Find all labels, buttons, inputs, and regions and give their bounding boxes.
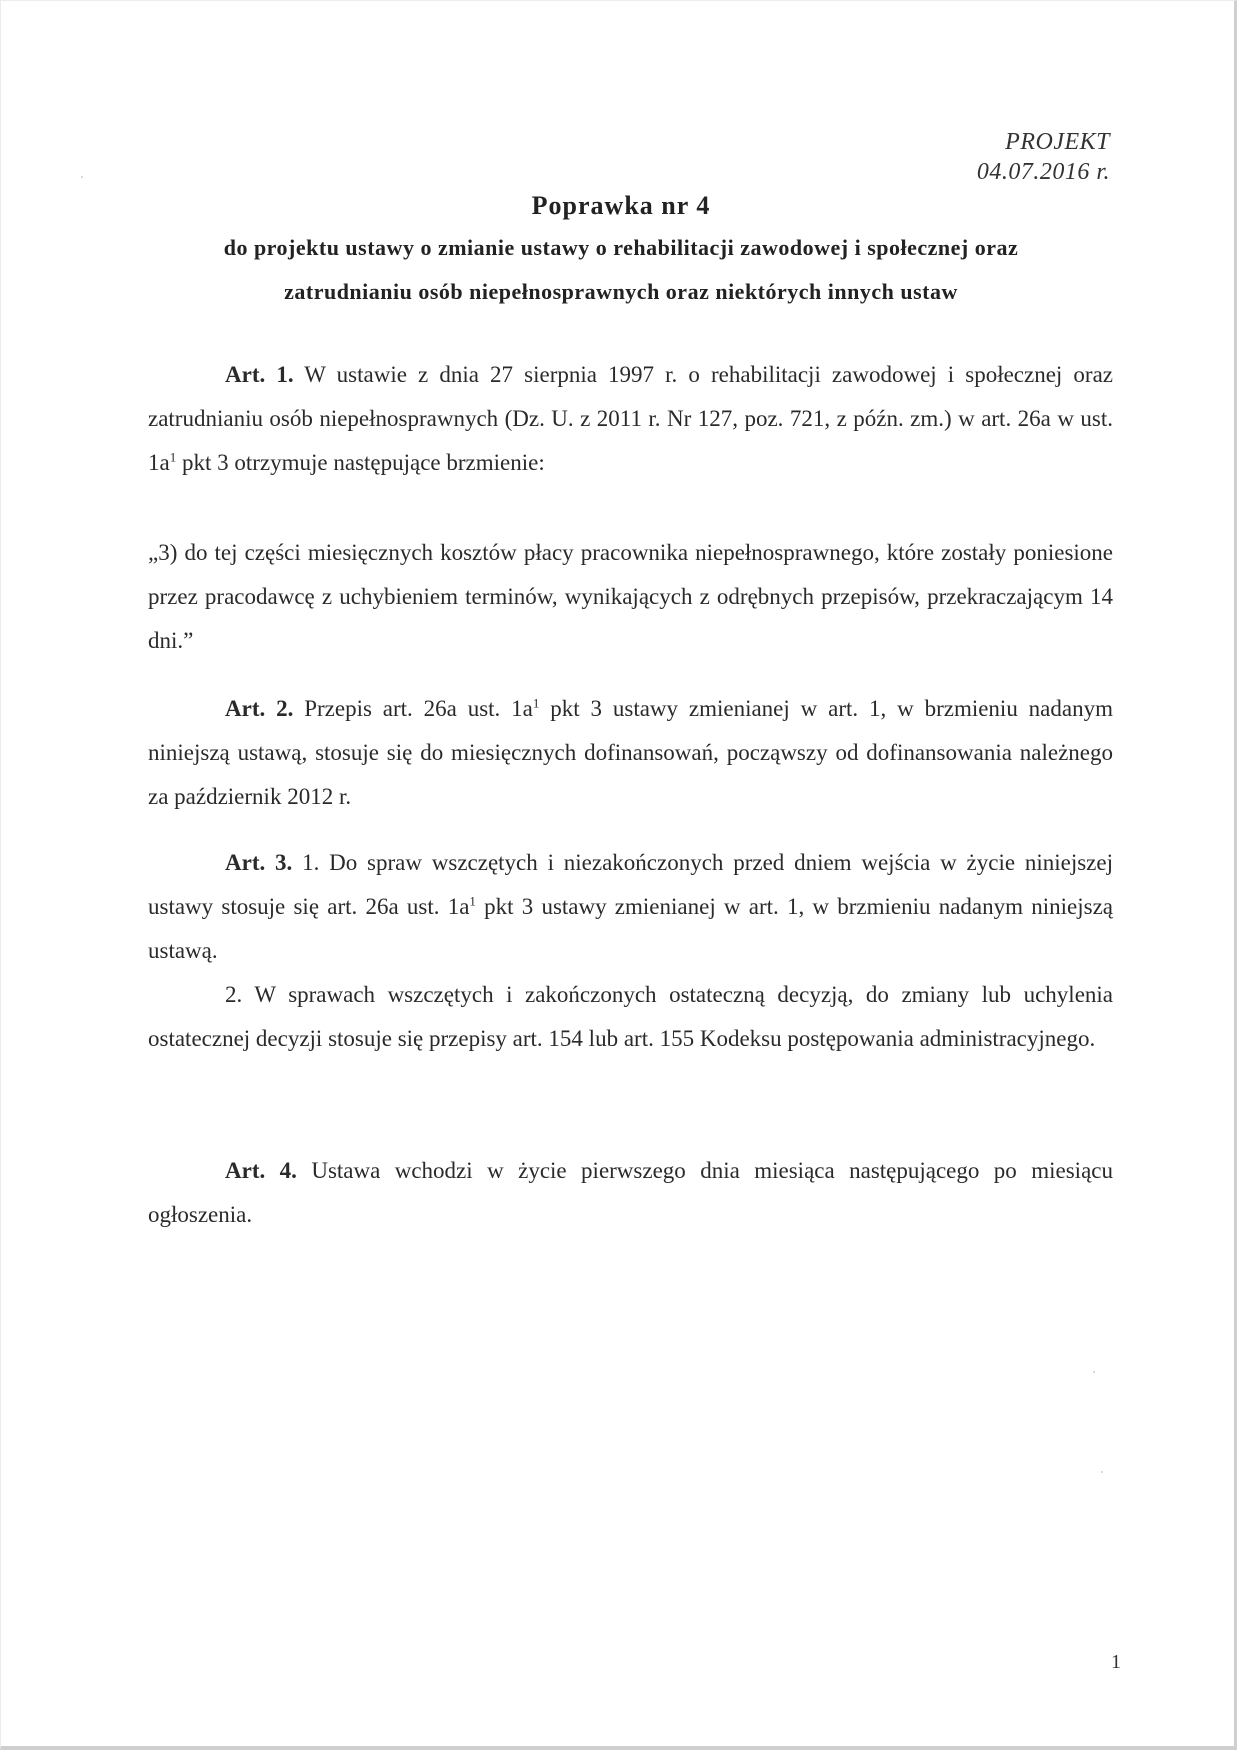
article-1-text: W ustawie z dnia 27 sierpnia 1997 r. o rehabilitacji zawodowej i społecznej oraz zatrudnianiu osób niepełnosprawnych (Dz. U. z 2011 r. Nr 127, poz. 721, z późn. zm.) w art. 26a w ust. 1a <box>148 362 1113 475</box>
article-2-label: Art. 2. <box>225 696 294 721</box>
document-subtitle-line-1: do projektu ustawy o zmianie ustawy o rehabilitacji zawodowej i społecznej oraz <box>223 235 1019 260</box>
article-3-superscript: 1 <box>469 893 476 909</box>
article-1 <box>148 353 1113 485</box>
article-3-text: 1. Do spraw wszczętych i niezakończonych przed dniem wejścia w życie niniejszej ustawy stosuje się art. 26a ust. 1a <box>148 850 1113 919</box>
article-1-text-end: pkt 3 otrzymuje następujące brzmienie: <box>176 450 545 475</box>
amended-provision-quote: „3) do tej części miesięcznych kosztów płacy pracownika niepełnosprawnego, które zostały poniesione przez pracodawcę z uchybieniem terminów, wynikających z odrębnych przepisów, przekraczającym 14 dni.” <box>148 540 1113 653</box>
article-2-text-end: pkt 3 ustawy zmienianej w art. 1, w brzmieniu nadanym niniejszą ustawą, stosuje się do miesięcznych dofinansowań, począwszy od dofinansowania należnego za październik 2012 r. <box>148 696 1113 809</box>
article-4 <box>148 1149 1113 1237</box>
article-2 <box>148 687 1113 819</box>
article-2-superscript: 1 <box>532 695 540 711</box>
scan-speck <box>1093 1371 1095 1373</box>
article-1-superscript: 1 <box>169 449 177 465</box>
scan-speck <box>1101 1471 1103 1473</box>
article-1-label: Art. 1. <box>225 362 294 387</box>
article-3-paragraph-1 <box>148 841 1113 973</box>
article-3-paragraph-2: 2. W sprawach wszczętych i zakończonych ostateczną decyzją, do zmiany lub uchylenia ostatecznej decyzji stosuje się przepisy art. 154 lub art. 155 Kodeksu postępowania administracyjnego. <box>148 982 1113 1051</box>
document-title: Poprawka nr 4 <box>531 191 711 220</box>
document-subtitle-line-2: zatrudnianiu osób niepełnosprawnych oraz niektórych innych ustaw <box>284 279 958 304</box>
draft-date: 04.07.2016 r. <box>976 159 1110 185</box>
article-3-text-end: pkt 3 ustawy zmienianej w art. 1, w brzmieniu nadanym niniejszą ustawą. <box>148 894 1113 963</box>
draft-status: PROJEKT <box>1005 129 1110 155</box>
article-4-label: Art. 4. <box>225 1158 297 1183</box>
article-3-label: Art. 3. <box>225 850 293 875</box>
scan-speck <box>81 176 83 178</box>
article-2-text: Przepis art. 26a ust. 1a <box>293 696 533 721</box>
page-number: 1 <box>1111 1651 1121 1673</box>
draft-header <box>977 127 1110 187</box>
article-4-text: Ustawa wchodzi w życie pierwszego dnia miesiąca następującego po miesiącu ogłoszenia. <box>148 1158 1113 1227</box>
